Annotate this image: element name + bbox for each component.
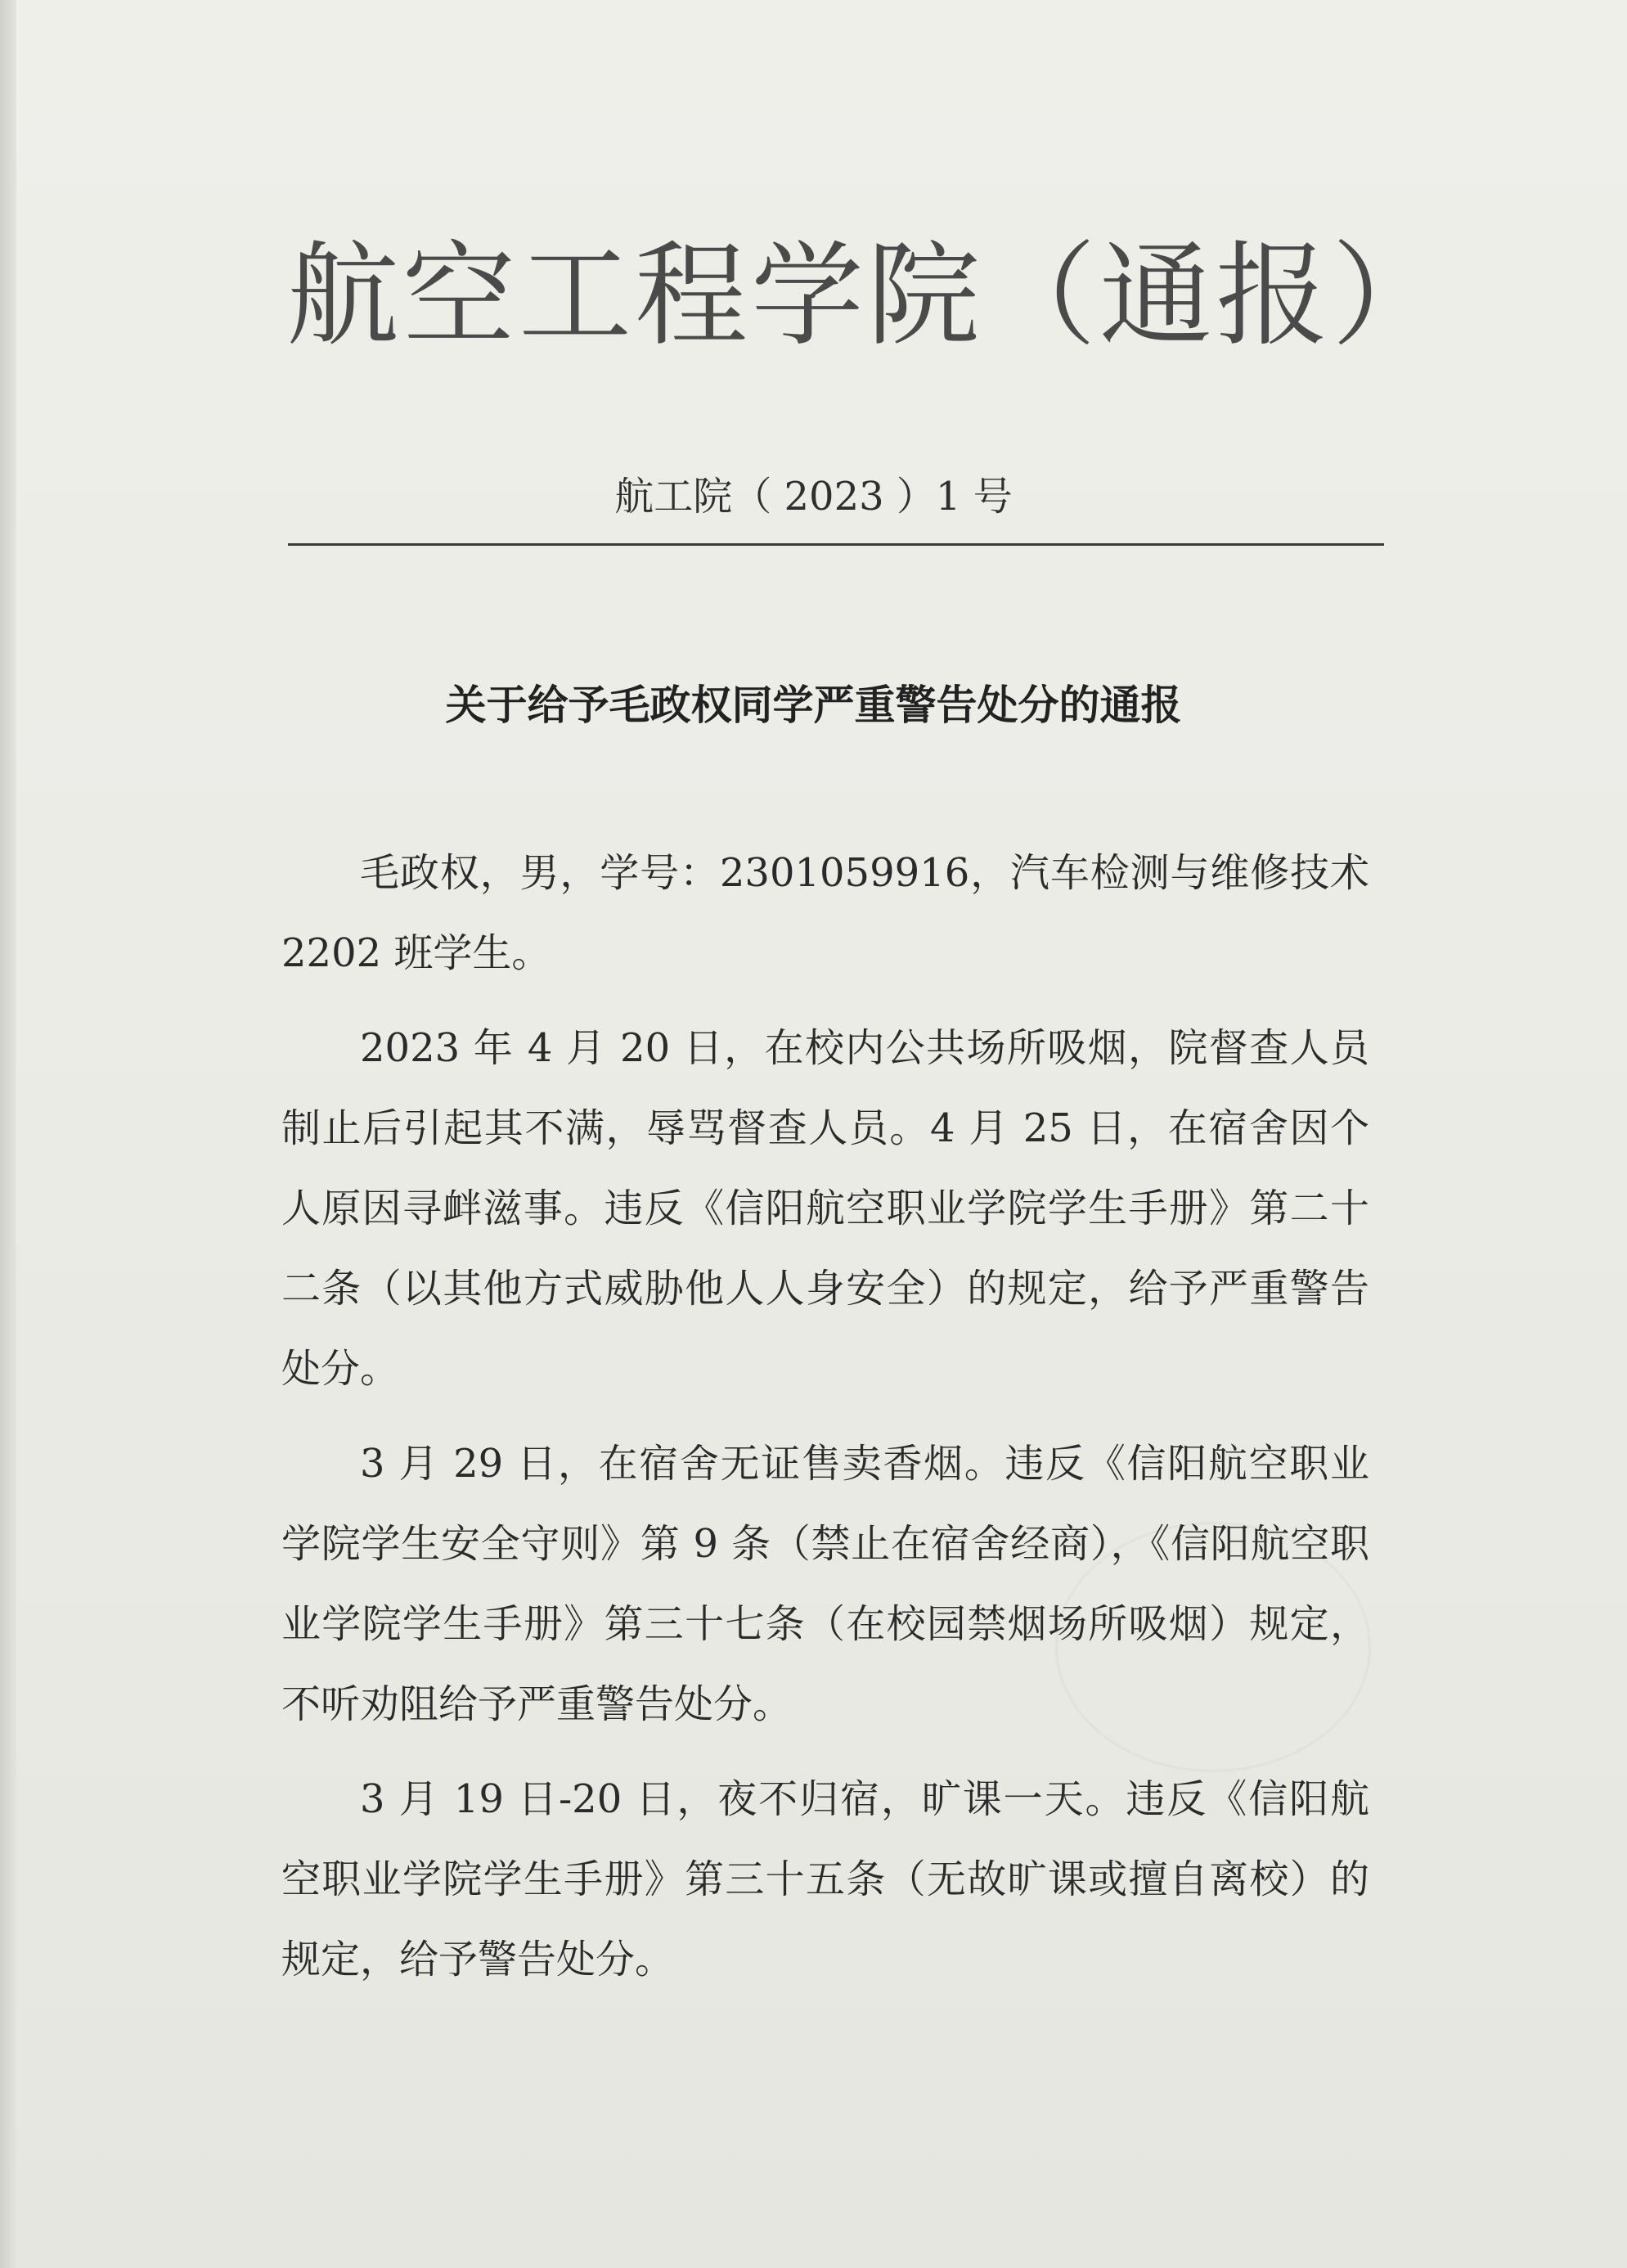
notice-title: 关于给予毛政权同学严重警告处分的通报 (445, 682, 1182, 729)
paragraph-student-info: 毛政权，男，学号：2301059916，汽车检测与维修技术 2202 班学生。 (281, 850, 1369, 976)
document-number: 航工院（ 2023 ）1 号 (614, 474, 1013, 520)
paragraph-incident-selling: 3 月 29 日，在宿舍无证售卖香烟。违反《信阳航空职业学院学生安全守则》第 9 条（禁止在宿舍经商），《信阳航空职业学院学生手册》第三十七条（在校园禁烟场所吸烟）规定，不听劝阻给予严重警告处分。 (281, 1441, 1369, 1727)
paragraph-incident-smoking: 2023 年 4 月 20 日，在校内公共场所吸烟，院督查人员制止后引起其不满，辱骂督查人员。4 月 25 日，在宿舍因个人原因寻衅滋事。违反《信阳航空职业学院学生手册》第二十二条（以其他方式威胁他人人身安全）的规定，给予严重警告处分。 (281, 1025, 1369, 1392)
paragraph-incident-absence: 3 月 19 日-20 日，夜不归宿，旷课一天。违反《信阳航空职业学院学生手册》第三十五条（无故旷课或擅自离校）的规定，给予警告处分。 (281, 1776, 1369, 1982)
header-divider-line (288, 543, 1384, 546)
page-edge-shadow (0, 0, 16, 2268)
notice-body (281, 833, 1369, 1982)
document-header-title: 航空工程学院（通报） (286, 230, 1449, 362)
